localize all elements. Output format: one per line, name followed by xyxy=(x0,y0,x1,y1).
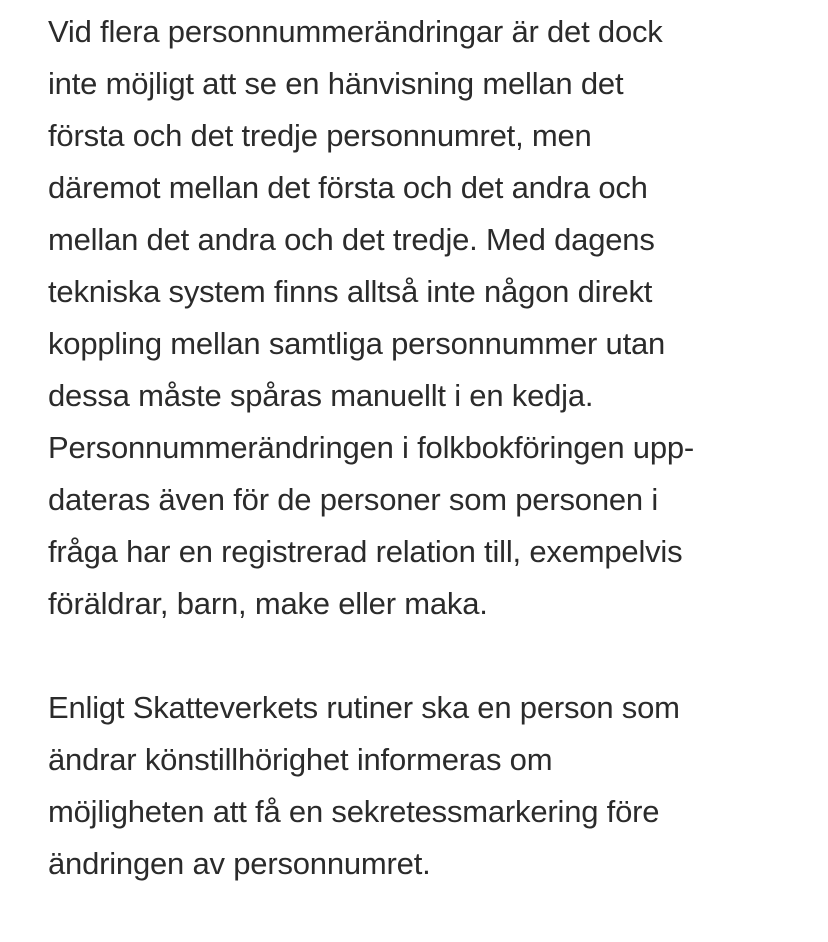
paragraph-line: ändrar könstillhörighet informeras om xyxy=(48,742,553,777)
paragraph-1 xyxy=(48,6,808,630)
paragraph-line: dateras även för de personer som personen i xyxy=(48,482,659,517)
paragraph-line: tekniska system finns alltså inte någon direkt xyxy=(48,274,653,309)
paragraph-line: möjligheten att få en sekretessmarkering före xyxy=(48,794,660,829)
paragraph-2 xyxy=(48,682,808,890)
paragraph-line: Personnummerändringen i folkbokföringen upp- xyxy=(48,430,695,465)
paragraph-line: första och det tredje personnumret, men xyxy=(48,118,592,153)
paragraph-line: koppling mellan samtliga personnummer utan xyxy=(48,326,666,361)
article-body xyxy=(48,6,808,942)
paragraph-line: Enligt Skatteverkets rutiner ska en person som xyxy=(48,690,680,725)
paragraph-line: föräldrar, barn, make eller maka. xyxy=(48,586,488,621)
paragraph-line: mellan det andra och det tredje. Med dagens xyxy=(48,222,655,257)
paragraph-line: Vid flera personnummerändringar är det dock xyxy=(48,14,663,49)
paragraph-line: fråga har en registrerad relation till, exempelvis xyxy=(48,534,683,569)
paragraph-line: inte möjligt att se en hänvisning mellan det xyxy=(48,66,624,101)
paragraph-line: ändringen av personnumret. xyxy=(48,846,431,881)
paragraph-line: dessa måste spåras manuellt i en kedja. xyxy=(48,378,594,413)
paragraph-line: däremot mellan det första och det andra och xyxy=(48,170,648,205)
